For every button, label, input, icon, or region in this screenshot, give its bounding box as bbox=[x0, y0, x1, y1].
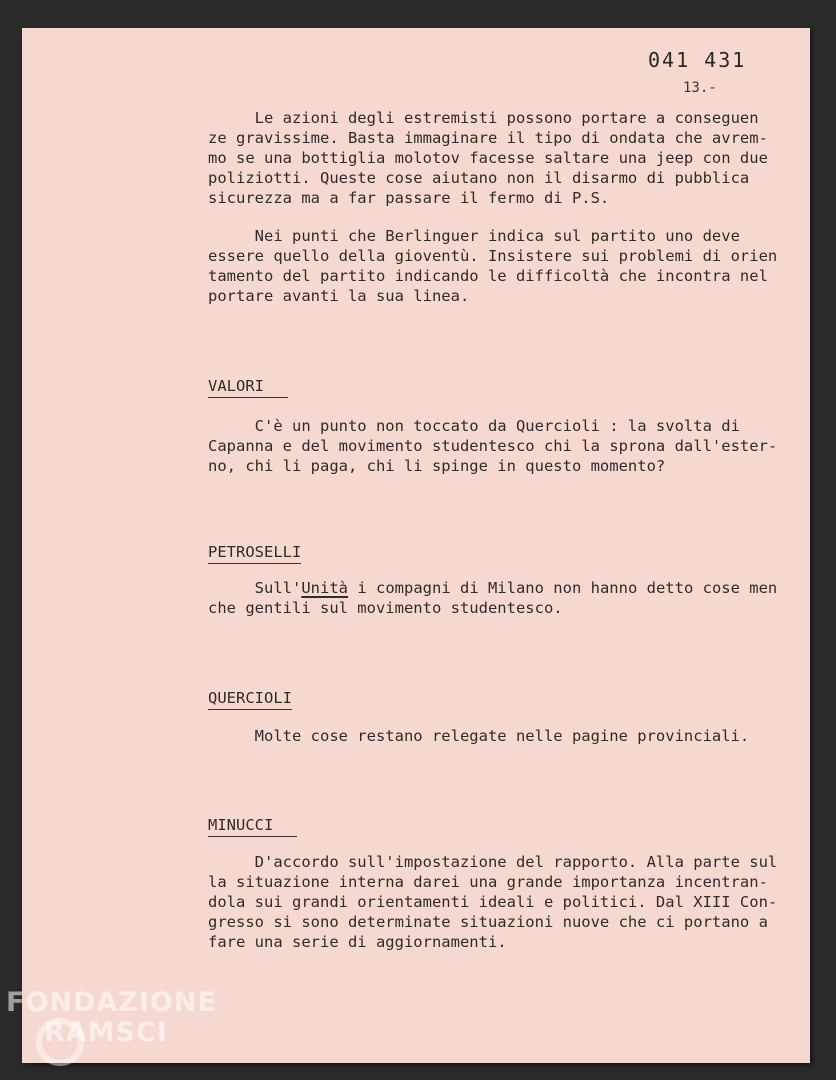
text-line: che gentili sul movimento studentesco. bbox=[208, 599, 563, 617]
text-line: portare avanti la sua linea. bbox=[208, 287, 470, 305]
archive-number: 041 431 bbox=[648, 48, 747, 72]
speaker-heading: VALORI bbox=[208, 376, 288, 398]
text-line: Sull'Unità i compagni di Milano non hanno detto cose men bbox=[208, 579, 778, 597]
text-line: Nei punti che Berlinguer indica sul partito uno deve bbox=[208, 227, 740, 245]
text-line: la situazione interna darei una grande importanza incentran- bbox=[208, 873, 768, 891]
text-line: dola sui grandi orientamenti ideali e politici. Dal XIII Con- bbox=[208, 893, 778, 911]
page-number: 13.- bbox=[683, 80, 717, 96]
speaker-heading: QUERCIOLI bbox=[208, 688, 292, 710]
text-line: essere quello della gioventù. Insistere sui problemi di orien bbox=[208, 247, 778, 265]
text-line: fare una serie di aggiornamenti. bbox=[208, 933, 507, 951]
text-line: mo se una bottiglia molotov facesse saltare una jeep con due bbox=[208, 149, 768, 167]
text-line: no, chi li paga, chi li spinge in questo momento? bbox=[208, 457, 666, 475]
underlined-word: Unità bbox=[301, 579, 348, 597]
speaker-heading: PETROSELLI bbox=[208, 542, 301, 564]
fondazione-gramsci-watermark: FONDAZIONE RAMSCI bbox=[6, 988, 217, 1048]
text-line: D'accordo sull'impostazione del rapporto. Alla parte sul bbox=[208, 853, 778, 871]
text-line: Molte cose restano relegate nelle pagine provinciali. bbox=[208, 727, 750, 745]
text-line: poliziotti. Queste cose aiutano non il disarmo di pubblica bbox=[208, 169, 750, 187]
text-line: tamento del partito indicando le difficoltà che incontra nel bbox=[208, 267, 768, 285]
speaker-heading: MINUCCI bbox=[208, 815, 297, 837]
gramsci-logo-icon bbox=[36, 1018, 84, 1066]
text-line: Capanna e del movimento studentesco chi la sprona dall'ester- bbox=[208, 437, 778, 455]
text-line: gresso si sono determinate situazioni nuove che ci portano a bbox=[208, 913, 768, 931]
text-line: Le azioni degli estremisti possono portare a conseguen bbox=[208, 109, 759, 127]
text-line: sicurezza ma a far passare il fermo di P.S. bbox=[208, 189, 610, 207]
text-line: C'è un punto non toccato da Quercioli : la svolta di bbox=[208, 417, 740, 435]
text-line: ze gravissime. Basta immaginare il tipo di ondata che avrem- bbox=[208, 129, 768, 147]
